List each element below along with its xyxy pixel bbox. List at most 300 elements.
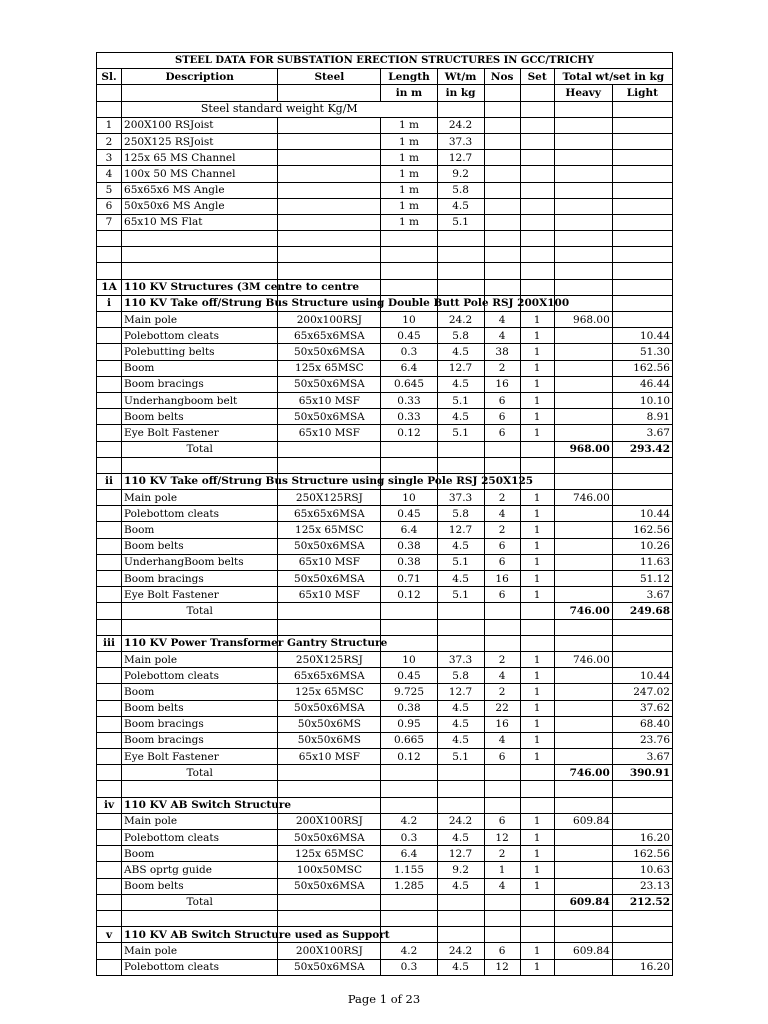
item-steel: 125x 65MSC bbox=[278, 846, 381, 862]
item-steel: 65x10 MSF bbox=[278, 587, 381, 603]
item-weight-per-m: 24.2 bbox=[437, 312, 484, 328]
blank-row bbox=[97, 910, 673, 926]
standard-sl: 3 bbox=[97, 150, 122, 166]
section-heading-row bbox=[97, 635, 673, 651]
item-nos: 4 bbox=[484, 668, 520, 684]
item-set: 1 bbox=[520, 360, 554, 376]
item-description: Polebutting belts bbox=[122, 344, 278, 360]
item-steel: 50x50x6MSA bbox=[278, 344, 381, 360]
item-light: 8.91 bbox=[612, 409, 672, 425]
item-nos: 2 bbox=[484, 360, 520, 376]
item-heavy bbox=[554, 409, 612, 425]
item-length: 9.725 bbox=[381, 684, 437, 700]
item-length: 10 bbox=[381, 651, 437, 667]
total-label: Total bbox=[122, 441, 278, 457]
item-row bbox=[97, 522, 673, 538]
item-row bbox=[97, 506, 673, 522]
item-steel: 65x65x6MSA bbox=[278, 328, 381, 344]
item-description: Boom bracings bbox=[122, 716, 278, 732]
item-description: Eye Bolt Fastener bbox=[122, 749, 278, 765]
header-sl: Sl. bbox=[97, 69, 122, 85]
item-length: 0.45 bbox=[381, 506, 437, 522]
item-light: 162.56 bbox=[612, 846, 672, 862]
item-nos: 6 bbox=[484, 587, 520, 603]
item-nos: 2 bbox=[484, 490, 520, 506]
standard-length: 1 m bbox=[381, 214, 437, 230]
item-weight-per-m: 24.2 bbox=[437, 943, 484, 959]
total-heavy: 609.84 bbox=[554, 894, 612, 910]
standard-row bbox=[97, 166, 673, 182]
item-set: 1 bbox=[520, 392, 554, 408]
standard-sl: 7 bbox=[97, 214, 122, 230]
item-weight-per-m: 4.5 bbox=[437, 959, 484, 975]
item-length: 0.3 bbox=[381, 959, 437, 975]
item-set: 1 bbox=[520, 538, 554, 554]
item-set: 1 bbox=[520, 571, 554, 587]
standard-weight: 9.2 bbox=[437, 166, 484, 182]
item-row bbox=[97, 878, 673, 894]
item-steel: 50x50x6MSA bbox=[278, 409, 381, 425]
item-description: Polebottom cleats bbox=[122, 668, 278, 684]
standard-row bbox=[97, 117, 673, 133]
item-steel: 50x50x6MSA bbox=[278, 376, 381, 392]
total-heavy: 746.00 bbox=[554, 603, 612, 619]
item-set: 1 bbox=[520, 651, 554, 667]
item-weight-per-m: 5.1 bbox=[437, 749, 484, 765]
item-set: 1 bbox=[520, 830, 554, 846]
item-nos: 4 bbox=[484, 506, 520, 522]
item-description: Boom bbox=[122, 684, 278, 700]
section-heading-row bbox=[97, 927, 673, 943]
item-row bbox=[97, 684, 673, 700]
item-weight-per-m: 5.1 bbox=[437, 425, 484, 441]
item-steel: 125x 65MSC bbox=[278, 684, 381, 700]
item-light: 10.44 bbox=[612, 668, 672, 684]
item-light: 37.62 bbox=[612, 700, 672, 716]
header-set: Set bbox=[520, 69, 554, 85]
item-weight-per-m: 4.5 bbox=[437, 538, 484, 554]
item-length: 10 bbox=[381, 312, 437, 328]
item-length: 0.3 bbox=[381, 344, 437, 360]
item-weight-per-m: 4.5 bbox=[437, 571, 484, 587]
item-length: 1.285 bbox=[381, 878, 437, 894]
section-title: 110 KV Power Transformer Gantry Structure bbox=[122, 635, 278, 651]
item-steel: 65x65x6MSA bbox=[278, 506, 381, 522]
item-weight-per-m: 5.8 bbox=[437, 668, 484, 684]
item-nos: 16 bbox=[484, 376, 520, 392]
item-description: Boom bracings bbox=[122, 571, 278, 587]
item-set: 1 bbox=[520, 328, 554, 344]
standard-sl: 6 bbox=[97, 198, 122, 214]
item-length: 0.45 bbox=[381, 328, 437, 344]
item-set: 1 bbox=[520, 846, 554, 862]
item-light: 51.12 bbox=[612, 571, 672, 587]
group-title: 110 KV Structures (3M centre to centre bbox=[122, 279, 278, 295]
item-row bbox=[97, 554, 673, 570]
item-light: 10.10 bbox=[612, 392, 672, 408]
item-heavy bbox=[554, 684, 612, 700]
item-nos: 16 bbox=[484, 571, 520, 587]
standard-sl: 5 bbox=[97, 182, 122, 198]
item-light: 3.67 bbox=[612, 749, 672, 765]
item-set: 1 bbox=[520, 878, 554, 894]
item-heavy bbox=[554, 554, 612, 570]
item-heavy bbox=[554, 392, 612, 408]
item-set: 1 bbox=[520, 344, 554, 360]
item-description: Polebottom cleats bbox=[122, 328, 278, 344]
steel-data-table bbox=[96, 52, 673, 976]
item-description: Main pole bbox=[122, 312, 278, 328]
item-nos: 2 bbox=[484, 651, 520, 667]
standard-description: 100x 50 MS Channel bbox=[122, 166, 278, 182]
item-length: 6.4 bbox=[381, 360, 437, 376]
item-light: 10.26 bbox=[612, 538, 672, 554]
section-title: 110 KV AB Switch Structure used as Support bbox=[122, 927, 278, 943]
standard-length: 1 m bbox=[381, 166, 437, 182]
item-heavy bbox=[554, 749, 612, 765]
header-total: Total wt/set in kg bbox=[554, 69, 672, 85]
item-length: 0.665 bbox=[381, 732, 437, 748]
item-row bbox=[97, 830, 673, 846]
total-light: 293.42 bbox=[612, 441, 672, 457]
item-set: 1 bbox=[520, 376, 554, 392]
item-weight-per-m: 12.7 bbox=[437, 522, 484, 538]
item-nos: 16 bbox=[484, 716, 520, 732]
item-description: Boom bracings bbox=[122, 732, 278, 748]
header-steel: Steel bbox=[278, 69, 381, 85]
standard-weight: 4.5 bbox=[437, 198, 484, 214]
item-steel: 50x50x6MSA bbox=[278, 538, 381, 554]
item-steel: 65x10 MSF bbox=[278, 392, 381, 408]
item-light: 51.30 bbox=[612, 344, 672, 360]
standard-row bbox=[97, 214, 673, 230]
item-heavy bbox=[554, 846, 612, 862]
item-heavy bbox=[554, 522, 612, 538]
item-weight-per-m: 5.8 bbox=[437, 328, 484, 344]
item-light: 10.63 bbox=[612, 862, 672, 878]
item-row bbox=[97, 392, 673, 408]
blank-row bbox=[97, 263, 673, 279]
header-length-unit: in m bbox=[381, 85, 437, 101]
section-title: 110 KV Take off/Strung Bus Structure using single Pole RSJ 250X125 bbox=[122, 473, 278, 489]
section-sl: i bbox=[97, 295, 122, 311]
section-title: 110 KV Take off/Strung Bus Structure using Double Butt Pole RSJ 200X100 bbox=[122, 295, 278, 311]
item-heavy bbox=[554, 878, 612, 894]
item-set: 1 bbox=[520, 409, 554, 425]
item-nos: 6 bbox=[484, 425, 520, 441]
item-weight-per-m: 4.5 bbox=[437, 732, 484, 748]
item-nos: 2 bbox=[484, 846, 520, 862]
item-light: 23.76 bbox=[612, 732, 672, 748]
standard-weight: 5.1 bbox=[437, 214, 484, 230]
item-set: 1 bbox=[520, 425, 554, 441]
item-description: Polebottom cleats bbox=[122, 506, 278, 522]
item-row bbox=[97, 716, 673, 732]
item-row bbox=[97, 749, 673, 765]
item-nos: 1 bbox=[484, 862, 520, 878]
item-nos: 22 bbox=[484, 700, 520, 716]
item-length: 10 bbox=[381, 490, 437, 506]
item-weight-per-m: 12.7 bbox=[437, 360, 484, 376]
item-row bbox=[97, 732, 673, 748]
item-length: 0.12 bbox=[381, 587, 437, 603]
standard-weight: 37.3 bbox=[437, 133, 484, 149]
item-row bbox=[97, 490, 673, 506]
item-light bbox=[612, 312, 672, 328]
item-nos: 6 bbox=[484, 409, 520, 425]
blank-row bbox=[97, 781, 673, 797]
item-description: Polebottom cleats bbox=[122, 959, 278, 975]
standard-sl: 2 bbox=[97, 133, 122, 149]
item-light: 16.20 bbox=[612, 830, 672, 846]
item-row bbox=[97, 700, 673, 716]
item-row bbox=[97, 409, 673, 425]
item-heavy: 609.84 bbox=[554, 943, 612, 959]
item-heavy bbox=[554, 571, 612, 587]
item-heavy bbox=[554, 328, 612, 344]
item-set: 1 bbox=[520, 749, 554, 765]
item-set: 1 bbox=[520, 522, 554, 538]
item-set: 1 bbox=[520, 959, 554, 975]
item-light: 68.40 bbox=[612, 716, 672, 732]
item-length: 0.645 bbox=[381, 376, 437, 392]
header-description: Description bbox=[122, 69, 278, 85]
item-weight-per-m: 4.5 bbox=[437, 376, 484, 392]
item-weight-per-m: 24.2 bbox=[437, 813, 484, 829]
item-length: 0.38 bbox=[381, 700, 437, 716]
header-light: Light bbox=[612, 85, 672, 101]
item-description: Main pole bbox=[122, 651, 278, 667]
item-description: Main pole bbox=[122, 813, 278, 829]
item-steel: 65x65x6MSA bbox=[278, 668, 381, 684]
item-weight-per-m: 5.1 bbox=[437, 392, 484, 408]
item-weight-per-m: 4.5 bbox=[437, 830, 484, 846]
item-length: 0.71 bbox=[381, 571, 437, 587]
item-heavy bbox=[554, 732, 612, 748]
item-steel: 200x100RSJ bbox=[278, 312, 381, 328]
item-length: 4.2 bbox=[381, 943, 437, 959]
section-sl: v bbox=[97, 927, 122, 943]
item-nos: 4 bbox=[484, 732, 520, 748]
item-set: 1 bbox=[520, 684, 554, 700]
standard-length: 1 m bbox=[381, 198, 437, 214]
item-steel: 100x50MSC bbox=[278, 862, 381, 878]
item-steel: 65x10 MSF bbox=[278, 425, 381, 441]
item-set: 1 bbox=[520, 732, 554, 748]
item-length: 0.95 bbox=[381, 716, 437, 732]
total-heavy: 746.00 bbox=[554, 765, 612, 781]
item-heavy: 968.00 bbox=[554, 312, 612, 328]
item-light: 23.13 bbox=[612, 878, 672, 894]
total-row bbox=[97, 603, 673, 619]
item-description: UnderhangBoom belts bbox=[122, 554, 278, 570]
item-weight-per-m: 5.1 bbox=[437, 587, 484, 603]
item-row bbox=[97, 959, 673, 975]
item-heavy bbox=[554, 587, 612, 603]
item-set: 1 bbox=[520, 506, 554, 522]
item-light: 10.44 bbox=[612, 328, 672, 344]
blank-row bbox=[97, 619, 673, 635]
item-row bbox=[97, 862, 673, 878]
standard-row bbox=[97, 133, 673, 149]
item-light: 3.67 bbox=[612, 425, 672, 441]
item-light: 46.44 bbox=[612, 376, 672, 392]
item-weight-per-m: 4.5 bbox=[437, 878, 484, 894]
standard-description: 125x 65 MS Channel bbox=[122, 150, 278, 166]
page-footer: Page 1 of 23 bbox=[347, 992, 421, 1006]
item-nos: 4 bbox=[484, 328, 520, 344]
item-length: 0.45 bbox=[381, 668, 437, 684]
item-weight-per-m: 9.2 bbox=[437, 862, 484, 878]
item-weight-per-m: 5.8 bbox=[437, 506, 484, 522]
item-row bbox=[97, 312, 673, 328]
item-steel: 250X125RSJ bbox=[278, 490, 381, 506]
total-row bbox=[97, 765, 673, 781]
item-heavy bbox=[554, 376, 612, 392]
item-nos: 38 bbox=[484, 344, 520, 360]
item-set: 1 bbox=[520, 862, 554, 878]
item-description: Eye Bolt Fastener bbox=[122, 425, 278, 441]
item-heavy bbox=[554, 425, 612, 441]
item-length: 0.12 bbox=[381, 749, 437, 765]
item-nos: 2 bbox=[484, 684, 520, 700]
standard-row bbox=[97, 182, 673, 198]
item-light: 162.56 bbox=[612, 360, 672, 376]
item-steel: 50x50x6MS bbox=[278, 732, 381, 748]
standard-description: 200X100 RSJoist bbox=[122, 117, 278, 133]
item-light: 16.20 bbox=[612, 959, 672, 975]
standard-length: 1 m bbox=[381, 133, 437, 149]
standard-description: 250X125 RSJoist bbox=[122, 133, 278, 149]
item-description: Boom bbox=[122, 522, 278, 538]
section-sl: iii bbox=[97, 635, 122, 651]
standard-row bbox=[97, 150, 673, 166]
item-light: 162.56 bbox=[612, 522, 672, 538]
item-length: 6.4 bbox=[381, 522, 437, 538]
item-weight-per-m: 37.3 bbox=[437, 490, 484, 506]
item-length: 4.2 bbox=[381, 813, 437, 829]
item-row bbox=[97, 538, 673, 554]
item-row bbox=[97, 651, 673, 667]
item-heavy bbox=[554, 959, 612, 975]
item-set: 1 bbox=[520, 554, 554, 570]
total-heavy: 968.00 bbox=[554, 441, 612, 457]
item-row bbox=[97, 668, 673, 684]
item-heavy: 609.84 bbox=[554, 813, 612, 829]
item-set: 1 bbox=[520, 587, 554, 603]
standard-description: 50x50x6 MS Angle bbox=[122, 198, 278, 214]
item-heavy bbox=[554, 344, 612, 360]
item-nos: 4 bbox=[484, 878, 520, 894]
item-steel: 200X100RSJ bbox=[278, 813, 381, 829]
item-steel: 50x50x6MSA bbox=[278, 959, 381, 975]
header-wtm: Wt/m bbox=[437, 69, 484, 85]
item-weight-per-m: 12.7 bbox=[437, 684, 484, 700]
group-sl: 1A bbox=[97, 279, 122, 295]
item-length: 6.4 bbox=[381, 846, 437, 862]
item-light: 10.44 bbox=[612, 506, 672, 522]
item-steel: 50x50x6MSA bbox=[278, 700, 381, 716]
item-steel: 200X100RSJ bbox=[278, 943, 381, 959]
item-heavy bbox=[554, 538, 612, 554]
standard-length: 1 m bbox=[381, 117, 437, 133]
item-steel: 65x10 MSF bbox=[278, 749, 381, 765]
item-row bbox=[97, 360, 673, 376]
header-wtm-unit: in kg bbox=[437, 85, 484, 101]
item-heavy bbox=[554, 700, 612, 716]
standard-description: 65x65x6 MS Angle bbox=[122, 182, 278, 198]
item-heavy bbox=[554, 716, 612, 732]
item-description: Boom belts bbox=[122, 409, 278, 425]
section-sl: ii bbox=[97, 473, 122, 489]
item-length: 0.33 bbox=[381, 409, 437, 425]
total-light: 249.68 bbox=[612, 603, 672, 619]
item-heavy bbox=[554, 862, 612, 878]
total-label: Total bbox=[122, 894, 278, 910]
item-description: Boom bbox=[122, 846, 278, 862]
section-heading-row bbox=[97, 473, 673, 489]
item-set: 1 bbox=[520, 813, 554, 829]
item-nos: 6 bbox=[484, 538, 520, 554]
item-description: Boom belts bbox=[122, 878, 278, 894]
item-steel: 65x10 MSF bbox=[278, 554, 381, 570]
section-sl: iv bbox=[97, 797, 122, 813]
item-length: 0.12 bbox=[381, 425, 437, 441]
standard-sl: 1 bbox=[97, 117, 122, 133]
item-nos: 12 bbox=[484, 959, 520, 975]
item-description: Boom bbox=[122, 360, 278, 376]
item-nos: 6 bbox=[484, 392, 520, 408]
header-nos: Nos bbox=[484, 69, 520, 85]
item-description: Polebottom cleats bbox=[122, 830, 278, 846]
item-nos: 6 bbox=[484, 813, 520, 829]
standard-caption: Steel standard weight Kg/M bbox=[122, 101, 437, 117]
item-weight-per-m: 4.5 bbox=[437, 700, 484, 716]
item-row bbox=[97, 587, 673, 603]
item-heavy: 746.00 bbox=[554, 490, 612, 506]
item-light: 247.02 bbox=[612, 684, 672, 700]
item-nos: 4 bbox=[484, 312, 520, 328]
item-heavy bbox=[554, 360, 612, 376]
item-steel: 50x50x6MSA bbox=[278, 878, 381, 894]
item-row bbox=[97, 328, 673, 344]
item-description: Boom belts bbox=[122, 538, 278, 554]
item-description: Boom bracings bbox=[122, 376, 278, 392]
item-row bbox=[97, 846, 673, 862]
item-heavy bbox=[554, 830, 612, 846]
item-nos: 12 bbox=[484, 830, 520, 846]
item-nos: 6 bbox=[484, 943, 520, 959]
blank-row bbox=[97, 231, 673, 247]
item-steel: 125x 65MSC bbox=[278, 522, 381, 538]
item-steel: 50x50x6MS bbox=[278, 716, 381, 732]
item-weight-per-m: 4.5 bbox=[437, 716, 484, 732]
item-description: Main pole bbox=[122, 490, 278, 506]
total-light: 212.52 bbox=[612, 894, 672, 910]
standard-weight: 5.8 bbox=[437, 182, 484, 198]
standard-length: 1 m bbox=[381, 150, 437, 166]
section-heading-row bbox=[97, 797, 673, 813]
item-row bbox=[97, 344, 673, 360]
standard-weight: 12.7 bbox=[437, 150, 484, 166]
item-length: 0.3 bbox=[381, 830, 437, 846]
blank-row bbox=[97, 247, 673, 263]
table-title: STEEL DATA FOR SUBSTATION ERECTION STRUCTURES IN GCC/TRICHY bbox=[97, 53, 673, 69]
section-heading-row bbox=[97, 295, 673, 311]
item-description: Main pole bbox=[122, 943, 278, 959]
item-length: 0.38 bbox=[381, 538, 437, 554]
item-row bbox=[97, 943, 673, 959]
